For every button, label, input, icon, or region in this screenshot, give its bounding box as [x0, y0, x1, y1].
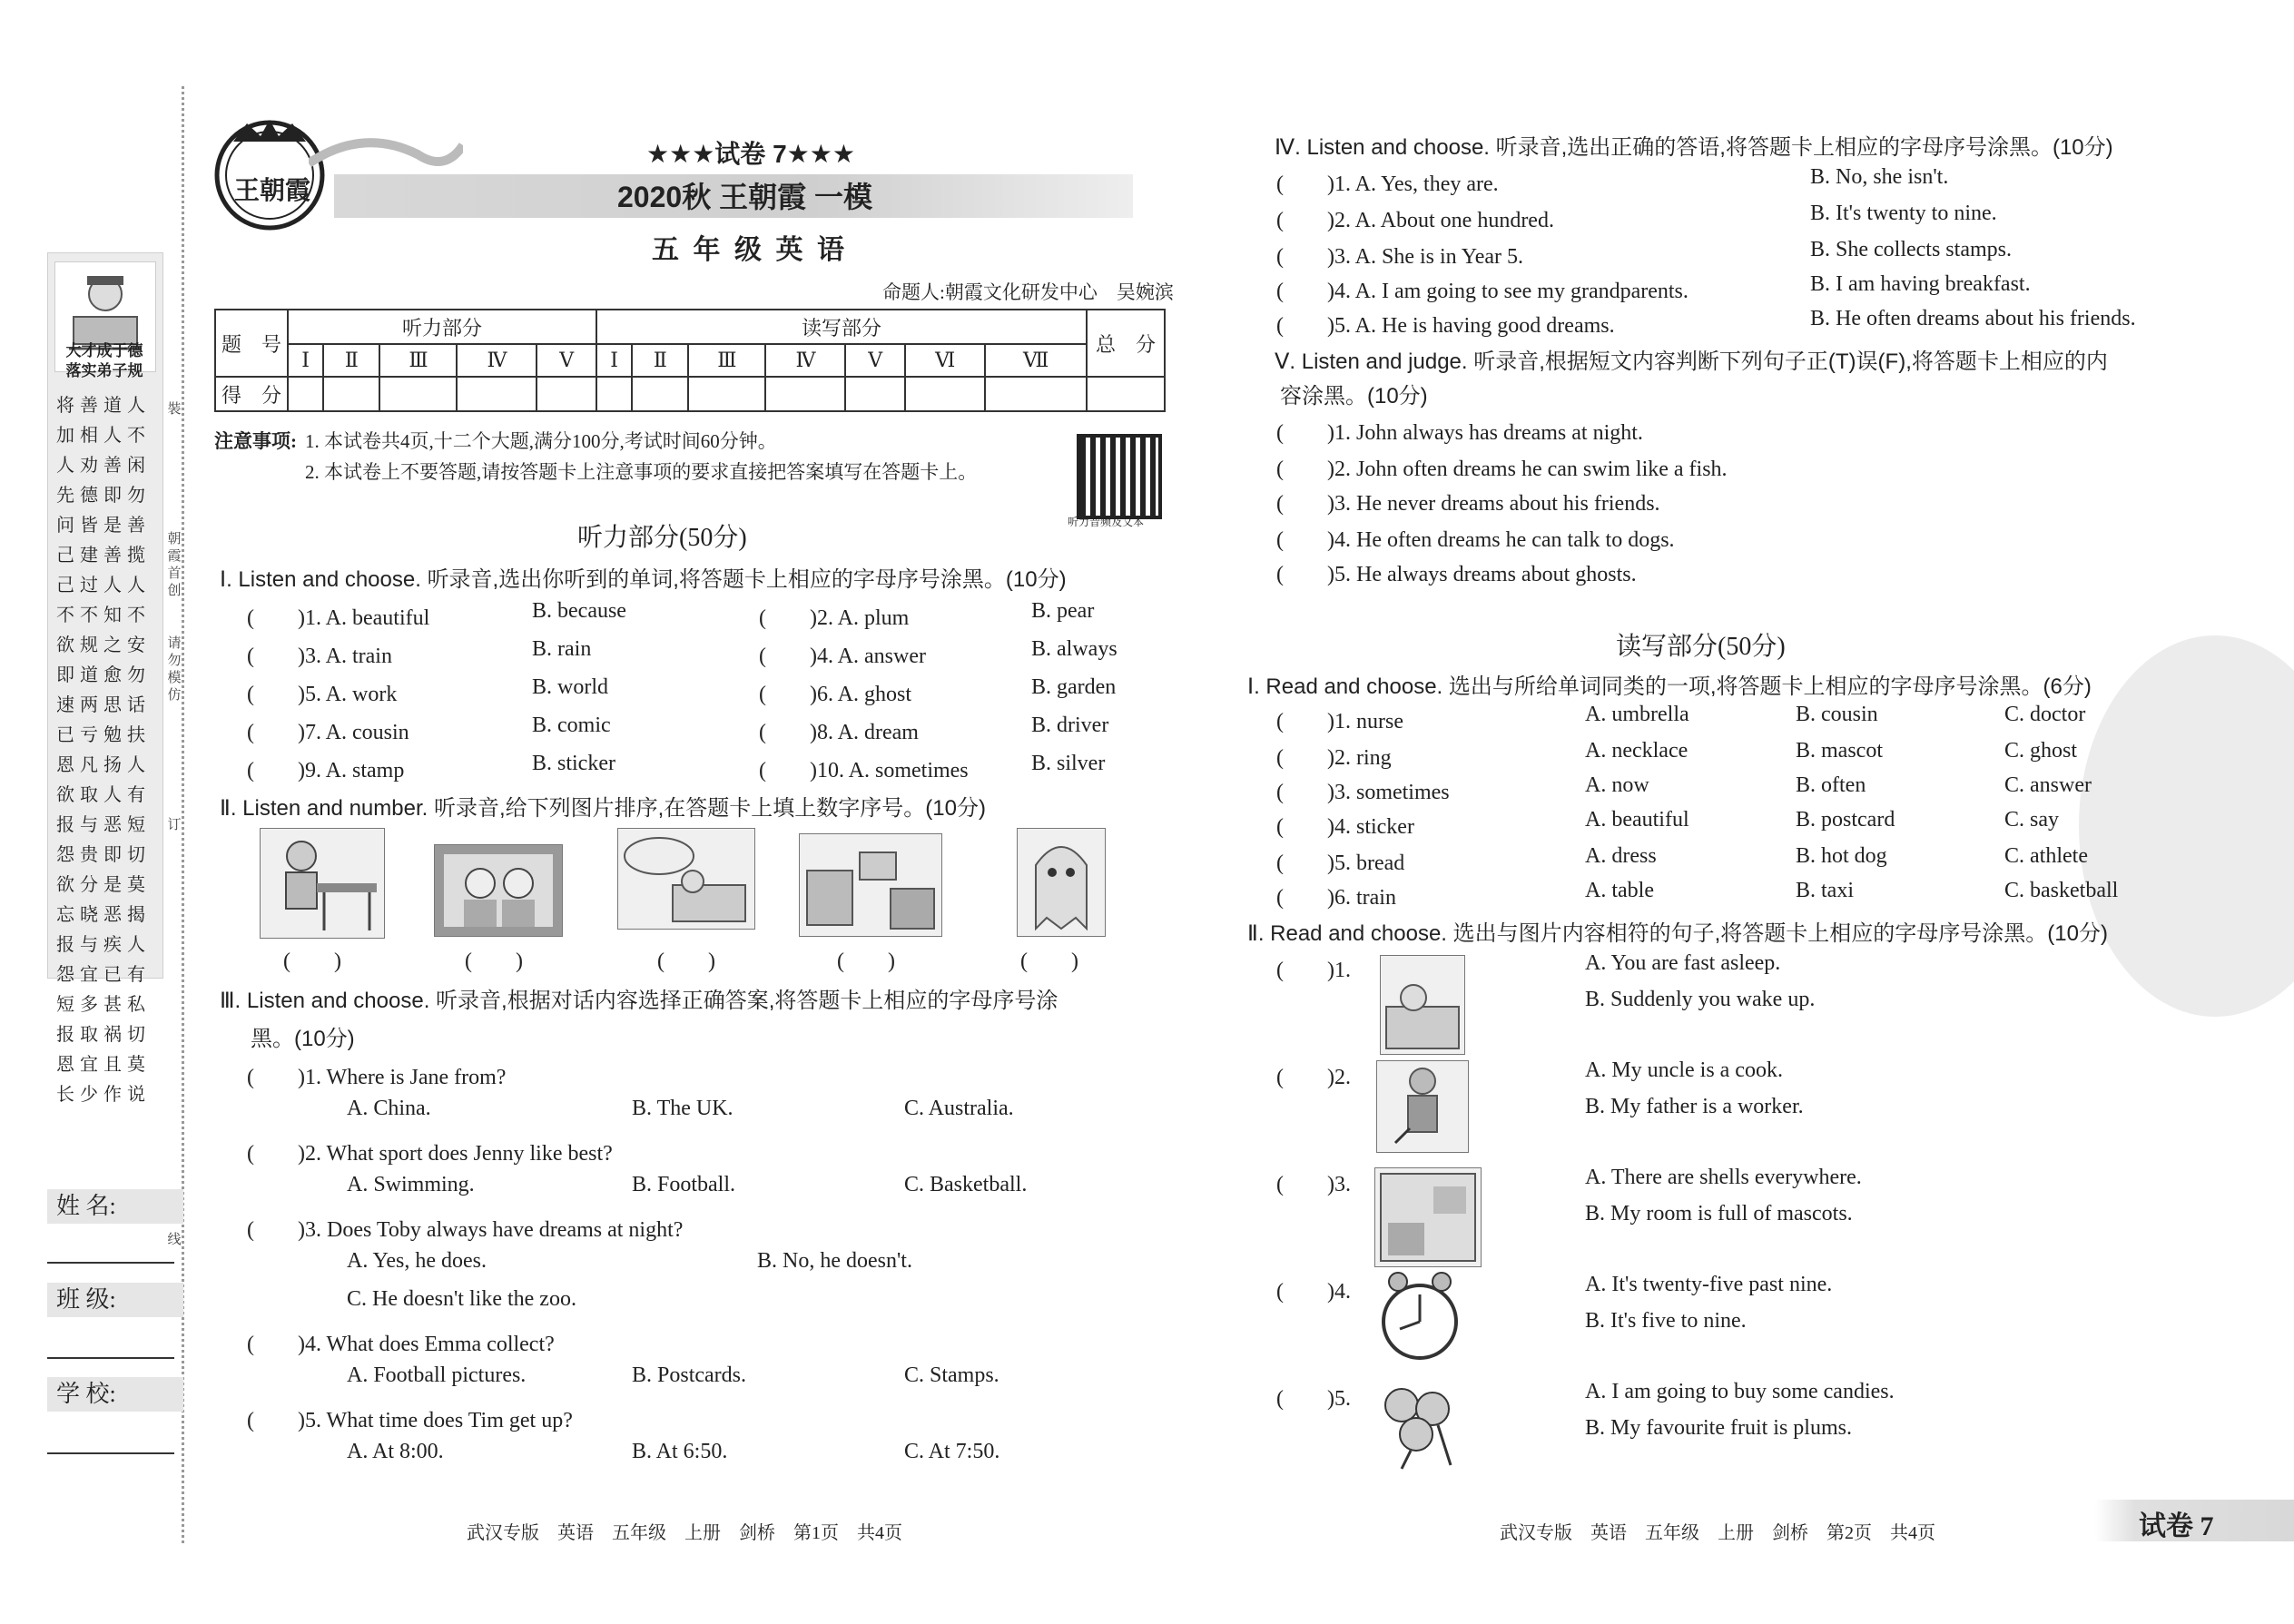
motto-line: 恩凡扬人 — [56, 755, 151, 775]
option-c: C. Basketball. — [904, 1173, 1028, 1196]
option-b: B. world — [532, 675, 608, 699]
option-a: A. Yes, he does. — [347, 1249, 487, 1273]
option-b: B. She collects stamps. — [1810, 238, 2012, 261]
question-item[interactable]: ( )5. — [1276, 1387, 1351, 1411]
notes-label: 注意事项: — [214, 430, 297, 452]
question-item[interactable]: ( )6. train — [1276, 886, 1396, 910]
option-b: B. garden — [1031, 675, 1117, 699]
option-b: B. sticker — [532, 752, 615, 775]
page-title: 2020秋 王朝霞 一模 — [617, 181, 872, 213]
worker-picture — [1376, 1060, 1469, 1153]
question-item[interactable]: ( )5. bread — [1276, 851, 1405, 875]
listening-s3-title-2: 黑。(10分) — [251, 1027, 355, 1051]
paper-tag: ★★★试卷 7★★★ — [646, 140, 855, 168]
option-b: B. taxi — [1796, 879, 1854, 902]
question-item[interactable]: ( )7. A. cousin — [247, 721, 409, 744]
question-item[interactable]: ( )4. A. I am going to see my grandparents. — [1276, 280, 1689, 303]
question-item[interactable]: ( )2. A. About one hundred. — [1276, 209, 1554, 232]
class-label: 班 级: — [47, 1283, 183, 1317]
score-cell[interactable] — [288, 377, 323, 411]
picture-answer-blank[interactable]: ( ) — [837, 950, 895, 973]
motto-line: 将善道人 — [56, 396, 151, 416]
col-header: Ⅶ — [985, 344, 1087, 377]
score-cell[interactable] — [379, 377, 457, 411]
col-header: Ⅳ — [457, 344, 537, 377]
question-item[interactable]: ( )2. What sport does Jenny like best? — [247, 1142, 613, 1166]
author-line: 命题人:朝霞文化研发中心 吴婉滨 — [882, 281, 1174, 303]
option-b: B. My favourite fruit is plums. — [1585, 1416, 1852, 1440]
row-label-score: 得 分 — [215, 377, 288, 411]
motto-line: 报与恶短 — [56, 815, 151, 835]
option-b: B. Postcards. — [632, 1363, 746, 1387]
notes-line-2: 2. 本试卷上不要答题,请按答题卡上注意事项的要求直接把答案填写在答题卡上。 — [305, 461, 978, 483]
clock-picture — [1374, 1271, 1465, 1370]
listening-s3-title-1: Ⅲ. Listen and choose. 听录音,根据对话内容选择正确答案,将答题卡上相应的字母序号涂 — [220, 989, 1058, 1013]
picture-answer-blank[interactable]: ( ) — [283, 950, 341, 973]
picture-answer-blank[interactable]: ( ) — [465, 950, 523, 973]
name-label: 姓 名: — [47, 1189, 183, 1224]
score-cell[interactable] — [632, 377, 688, 411]
motto-line: 短多甚私 — [56, 995, 151, 1015]
option-b: B. postcard — [1796, 808, 1895, 832]
col-header: Ⅰ — [596, 344, 632, 377]
question-item[interactable]: ( )1. nurse — [1276, 710, 1403, 733]
binding-mark-2: 订 — [167, 818, 182, 832]
question-item[interactable]: ( )1. A. Yes, they are. — [1276, 172, 1499, 196]
col-header: Ⅴ — [845, 344, 905, 377]
option-c: C. Stamps. — [904, 1363, 999, 1387]
question-item[interactable]: ( )4. A. answer — [759, 645, 926, 668]
score-cell[interactable] — [596, 377, 632, 411]
col-header: Ⅲ — [688, 344, 765, 377]
question-item[interactable]: ( )6. A. ghost — [759, 683, 911, 706]
option-c: C. answer — [2004, 773, 2092, 797]
question-item[interactable]: ( )2. A. plum — [759, 606, 910, 630]
option-b: B. cousin — [1796, 703, 1878, 726]
listening-heading: 听力部分(50分) — [577, 524, 747, 552]
motto-line: 欲取人有 — [56, 785, 151, 805]
option-b: B. mascot — [1796, 739, 1883, 763]
listening-header: 听力部分 — [288, 310, 596, 344]
messy-room-picture — [799, 833, 942, 937]
school-label: 学 校: — [47, 1377, 183, 1412]
option-b: B. I am having breakfast. — [1810, 272, 2031, 296]
motto-line: 怨贵即切 — [56, 845, 151, 865]
motto-line: 速两思话 — [56, 695, 151, 715]
motto-line: 报取祸切 — [56, 1025, 151, 1045]
binding-dash-line — [182, 86, 184, 1543]
option-a: A. My uncle is a cook. — [1585, 1058, 1783, 1082]
boy-at-desk-picture — [260, 828, 385, 939]
option-c: C. Australia. — [904, 1097, 1014, 1120]
question-item[interactable]: ( )1. A. beautiful — [247, 606, 430, 630]
question-item[interactable]: ( )4. sticker — [1276, 815, 1414, 839]
option-b: B. because — [532, 599, 626, 623]
question-item[interactable]: ( )8. A. dream — [759, 721, 919, 744]
col-header: Ⅱ — [323, 344, 379, 377]
footer-right: 武汉专版 英语 五年级 上册 剑桥 第2页 共4页 — [1500, 1523, 1935, 1543]
option-c: C. At 7:50. — [904, 1440, 1000, 1463]
col-header: Ⅰ — [288, 344, 323, 377]
question-item[interactable]: ( )4. — [1276, 1280, 1351, 1304]
question-item[interactable]: ( )5. He always dreams about ghosts. — [1276, 563, 1637, 586]
option-a: A. China. — [347, 1097, 431, 1120]
question-item[interactable]: ( )3. — [1276, 1173, 1351, 1196]
motto-line: 己过人人 — [56, 576, 151, 595]
option-b: B. He often dreams about his friends. — [1810, 307, 2136, 330]
score-cell[interactable] — [845, 377, 905, 411]
motto-line: 人劝善闲 — [56, 456, 151, 476]
motto-line: 已亏勉扶 — [56, 725, 151, 745]
option-b: B. The UK. — [632, 1097, 733, 1120]
class-line[interactable] — [47, 1357, 174, 1359]
option-a: A. necklace — [1585, 739, 1689, 763]
motto-line: 己建善揽 — [56, 546, 151, 566]
option-a: A. I am going to buy some candies. — [1585, 1380, 1895, 1403]
row-label-question: 题 号 — [215, 310, 288, 377]
question-item[interactable]: ( )1. — [1276, 959, 1351, 982]
question-item[interactable]: ( )3. He never dreams about his friends. — [1276, 492, 1660, 516]
option-a: A. It's twenty-five past nine. — [1585, 1273, 1833, 1296]
question-item[interactable]: ( )1. Where is Jane from? — [247, 1066, 507, 1089]
question-item[interactable]: ( )1. John always has dreams at night. — [1276, 421, 1643, 445]
vertical-note-1: 朝霞首创 — [167, 532, 182, 598]
option-b: B. My room is full of mascots. — [1585, 1202, 1853, 1225]
motto-line: 问皆是善 — [56, 516, 151, 536]
motto-caption-2: 落实弟子规 — [65, 362, 143, 379]
motto-line: 恩宜且莫 — [56, 1055, 151, 1075]
question-item[interactable]: ( )5. A. work — [247, 683, 398, 706]
binding-mark-3: 线 — [167, 1233, 182, 1247]
option-c: C. say — [2004, 808, 2059, 832]
vertical-note-2: 请勿模仿 — [167, 636, 182, 703]
question-item[interactable]: ( )4. He often dreams he can talk to dogs. — [1276, 528, 1675, 552]
option-b: B. Suddenly you wake up. — [1585, 988, 1816, 1011]
option-b: B. Football. — [632, 1173, 736, 1196]
col-header: Ⅴ — [537, 344, 596, 377]
grandparents-photo-picture — [434, 844, 563, 937]
motto-text — [56, 394, 156, 1113]
listening-s2-title: Ⅱ. Listen and number. 听录音,给下列图片排序,在答题卡上填上数字序号。(10分) — [220, 796, 986, 821]
question-item[interactable]: ( )3. A. She is in Year 5. — [1276, 245, 1524, 269]
footer-left: 武汉专版 英语 五年级 上册 剑桥 第1页 共4页 — [467, 1523, 902, 1543]
option-b: B. always — [1031, 637, 1117, 661]
motto-line: 即道愈勿 — [56, 665, 151, 685]
motto-line: 怨宜已有 — [56, 965, 151, 985]
picture-answer-blank[interactable]: ( ) — [1020, 950, 1078, 973]
option-c: C. doctor — [2004, 703, 2086, 726]
question-item[interactable]: ( )5. A. He is having good dreams. — [1276, 314, 1615, 338]
question-item[interactable]: ( )3. A. train — [247, 645, 392, 668]
motto-line: 长少作说 — [56, 1085, 151, 1105]
question-item[interactable]: ( )2. — [1276, 1066, 1351, 1089]
score-cell[interactable] — [457, 377, 537, 411]
page-subtitle: 五 年 级 英 语 — [652, 235, 848, 265]
score-cell[interactable] — [537, 377, 596, 411]
reading-s2-title: Ⅱ. Read and choose. 选出与图片内容相符的句子,将答题卡上相应的字母序号涂黑。(10分) — [1247, 921, 2108, 946]
option-a: A. There are shells everywhere. — [1585, 1166, 1862, 1189]
question-item[interactable]: ( )10. A. sometimes — [759, 759, 969, 782]
qr-caption: 听力音频及文本 — [1068, 516, 1145, 528]
option-a: A. umbrella — [1585, 703, 1689, 726]
col-header: Ⅲ — [379, 344, 457, 377]
motto-caption-1: 大才成于德 — [65, 342, 143, 359]
sleeping-picture — [1380, 955, 1465, 1055]
option-a: A. now — [1585, 773, 1649, 797]
reading-header: 读写部分 — [596, 310, 1087, 344]
col-header: Ⅱ — [632, 344, 688, 377]
option-b: B. My father is a worker. — [1585, 1095, 1804, 1118]
option-a: A. Football pictures. — [347, 1363, 527, 1387]
notes-line-1: 1. 本试卷共4页,十二个大题,满分100分,考试时间60分钟。 — [305, 430, 777, 452]
option-b: B. No, he doesn't. — [757, 1249, 912, 1273]
motto-line: 不不知不 — [56, 605, 151, 625]
score-table — [214, 309, 1166, 412]
option-c: C. basketball — [2004, 879, 2119, 902]
listening-s5-title-1: Ⅴ. Listen and judge. 听录音,根据短文内容判断下列句子正(T)误(F),将答题卡上相应的内 — [1275, 349, 2108, 374]
question-item[interactable]: ( )3. sometimes — [1276, 781, 1450, 804]
listening-s5-title-2: 容涂黑。(10分) — [1280, 384, 1428, 408]
option-a: A. You are fast asleep. — [1585, 951, 1781, 975]
candies-picture — [1374, 1378, 1469, 1477]
score-cell[interactable] — [765, 377, 845, 411]
page-tag: 试卷 7 — [2139, 1511, 2214, 1541]
motto-line: 忘晓恶揭 — [56, 905, 151, 925]
name-line[interactable] — [47, 1262, 174, 1264]
score-cell[interactable] — [985, 377, 1087, 411]
school-line[interactable] — [47, 1452, 174, 1454]
motto-line: 加相人不 — [56, 426, 151, 446]
option-b: B. comic — [532, 714, 611, 737]
motto-line: 欲规之安 — [56, 635, 151, 655]
option-a: A. Swimming. — [347, 1173, 475, 1196]
option-b: B. hot dog — [1796, 844, 1887, 868]
option-b: B. It's twenty to nine. — [1810, 202, 1997, 225]
score-cell[interactable] — [905, 377, 985, 411]
listening-s1-title: Ⅰ. Listen and choose. 听录音,选出你听到的单词,将答题卡上相应的字母序号涂黑。(10分) — [220, 567, 1067, 592]
option-b: B. silver — [1031, 752, 1106, 775]
reading-s1-title: Ⅰ. Read and choose. 选出与所给单词同类的一项,将答题卡上相应的字母序号涂黑。(6分) — [1247, 674, 2092, 699]
option-a: A. table — [1585, 879, 1654, 902]
motto-line: 先德即勿 — [56, 486, 151, 506]
option-a: A. At 8:00. — [347, 1440, 444, 1463]
question-item[interactable]: ( )2. John often dreams he can swim like a fish. — [1276, 458, 1728, 481]
option-c: C. athlete — [2004, 844, 2088, 868]
motto-line: 报与疾人 — [56, 935, 151, 955]
option-c: C. ghost — [2004, 739, 2078, 763]
dreaming-picture — [617, 828, 755, 930]
score-cell[interactable] — [688, 377, 765, 411]
option-a: A. dress — [1585, 844, 1657, 868]
score-cell[interactable] — [1087, 377, 1165, 411]
option-b: B. driver — [1031, 714, 1109, 737]
picture-answer-blank[interactable]: ( ) — [657, 950, 715, 973]
score-cell[interactable] — [323, 377, 379, 411]
option-a: A. beautiful — [1585, 808, 1689, 832]
motto-line: 欲分是莫 — [56, 875, 151, 895]
option-b: B. pear — [1031, 599, 1095, 623]
option-b: B. It's five to nine. — [1585, 1309, 1747, 1333]
watermark-seal — [2079, 635, 2294, 1017]
listening-s4-title: Ⅳ. Listen and choose. 听录音,选出正确的答语,将答题卡上相应的字母序号涂黑。(10分) — [1275, 135, 2113, 160]
reading-heading: 读写部分(50分) — [1616, 633, 1786, 661]
ghost-picture — [1017, 828, 1106, 937]
question-item[interactable]: ( )5. What time does Tim get up? — [247, 1409, 573, 1432]
col-header: Ⅳ — [765, 344, 845, 377]
question-item[interactable]: ( )4. What does Emma collect? — [247, 1333, 555, 1356]
binding-mark-1: 裝 — [167, 402, 182, 417]
qr-code[interactable] — [1077, 434, 1162, 519]
question-item[interactable]: ( )9. A. stamp — [247, 759, 405, 782]
room-picture — [1374, 1167, 1482, 1267]
option-b: B. rain — [532, 637, 592, 661]
option-c: C. He doesn't like the zoo. — [347, 1287, 576, 1311]
option-b: B. At 6:50. — [632, 1440, 728, 1463]
col-header: Ⅵ — [905, 344, 985, 377]
option-b: B. often — [1796, 773, 1866, 797]
option-b: B. No, she isn't. — [1810, 165, 1949, 189]
question-item[interactable]: ( )2. ring — [1276, 746, 1392, 770]
question-item[interactable]: ( )3. Does Toby always have dreams at night? — [247, 1218, 684, 1242]
total-header: 总 分 — [1087, 310, 1165, 377]
logo-text: 王朝霞 — [234, 177, 311, 205]
